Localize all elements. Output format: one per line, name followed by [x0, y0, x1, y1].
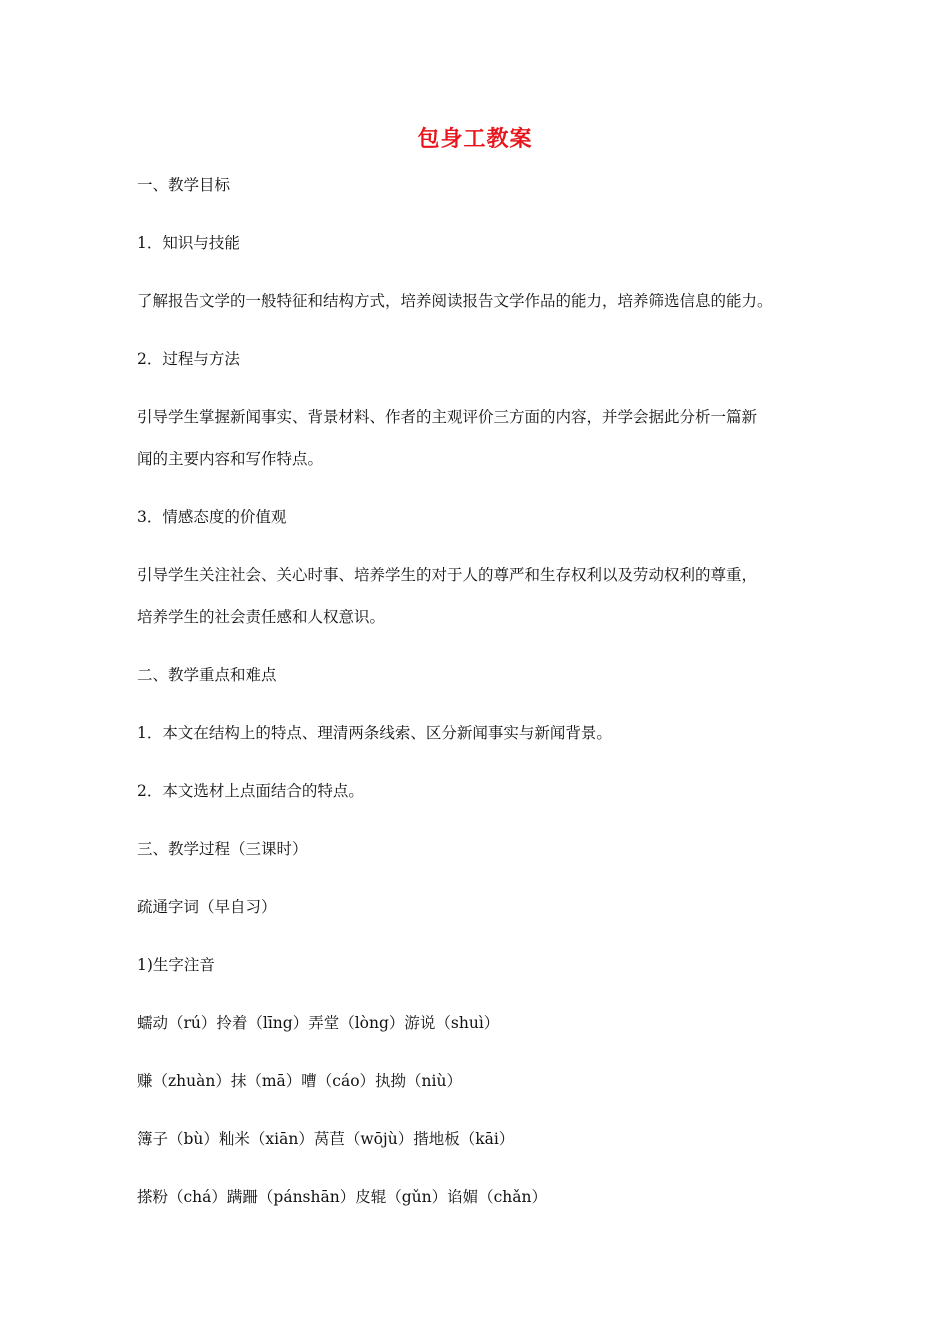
section-heading-key-points: 二、教学重点和难点	[137, 666, 277, 684]
pronunciation-line-2: 赚（zhuàn）抹（mā）嘈（cáo）执拗（niù）	[137, 1072, 462, 1090]
subheading-pronunciation: 1)生字注音	[137, 956, 215, 974]
subheading-vocabulary: 疏通字词（早自习）	[137, 898, 277, 916]
section-heading-process: 三、教学过程（三课时）	[137, 840, 308, 858]
section-heading-objectives: 一、教学目标	[137, 176, 231, 194]
paragraph-values-line-2: 培养学生的社会责任感和人权意识。	[137, 608, 386, 626]
key-point-2: 2．本文选材上点面结合的特点。	[137, 782, 364, 800]
pronunciation-line-1: 蠕动（rú）拎着（līng）弄堂（lòng）游说（shuì）	[137, 1014, 500, 1032]
paragraph-knowledge-skills: 了解报告文学的一般特征和结构方式，培养阅读报告文学作品的能力，培养筛选信息的能力。	[137, 292, 773, 310]
paragraph-process-method-line-1: 引导学生掌握新闻事实、背景材料、作者的主观评价三方面的内容，并学会据此分析一篇新	[137, 408, 758, 426]
subheading-process-method: 2．过程与方法	[137, 350, 240, 368]
pronunciation-line-4: 搽粉（chá）蹒跚（pánshān）皮辊（gǔn）谄媚（chǎn）	[137, 1188, 547, 1206]
subheading-knowledge-skills: 1．知识与技能	[137, 234, 240, 252]
paragraph-values-line-1: 引导学生关注社会、关心时事、培养学生的对于人的尊严和生存权利以及劳动权利的尊重，	[137, 566, 758, 584]
document-title: 包身工教案	[417, 127, 533, 152]
paragraph-process-method-line-2: 闻的主要内容和写作特点。	[137, 450, 324, 468]
key-point-1: 1．本文在结构上的特点、理清两条线索、区分新闻事实与新闻背景。	[137, 724, 612, 742]
pronunciation-line-3: 簿子（bù）籼米（xiān）莴苣（wōjù）揩地板（kāi）	[137, 1130, 515, 1148]
subheading-values: 3．情感态度的价值观	[137, 508, 287, 526]
